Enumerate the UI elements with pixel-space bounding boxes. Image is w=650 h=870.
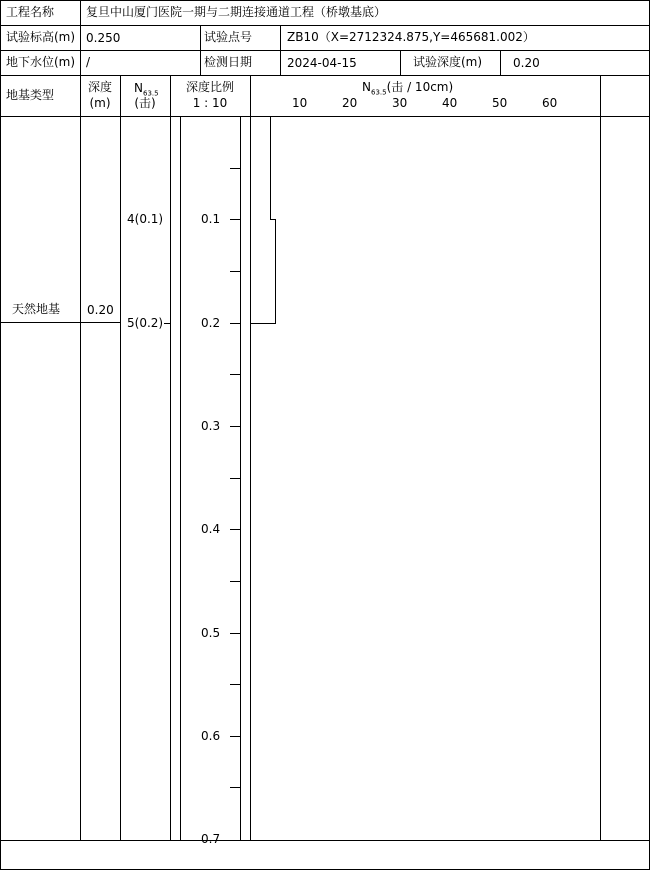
depth-tick-label: 0.6 — [201, 728, 221, 743]
plot-header: $N_{63.5}$(击 / 10cm) — [362, 80, 454, 97]
soil-type-header: 地基类型 — [6, 88, 55, 102]
layer-depth-value: 0.20 — [87, 303, 114, 317]
test-depth-value: 0.20 — [513, 56, 540, 70]
n-axis-tick-label: 40 — [442, 96, 458, 110]
n-axis-tick-label: 60 — [542, 96, 558, 110]
blow-count-row-1: 4(0.1) — [127, 212, 164, 227]
depth-header: 深度 — [87, 80, 112, 94]
date-label: 检测日期 — [204, 55, 253, 69]
elevation-label: 试验标高(m) — [6, 30, 76, 44]
scale-header: 深度比例 — [185, 80, 234, 94]
depth-tick-label: 0.5 — [201, 625, 221, 640]
test-depth-label: 试验深度(m) — [413, 55, 483, 69]
depth-tick-label: 0.3 — [201, 418, 221, 433]
n-axis-tick-label: 50 — [492, 96, 508, 110]
depth-tick-label: 0.1 — [201, 212, 221, 227]
depth-tick-label: 0.2 — [201, 315, 221, 330]
outer-border — [1, 1, 650, 870]
depth-tick-label: 0.4 — [201, 522, 221, 537]
n-axis-tick-label: 10 — [292, 96, 308, 110]
blow-count-header: $N_{63.5}$ — [134, 81, 159, 98]
soil-type-value: 天然地基 — [12, 302, 61, 316]
n-axis-tick-label: 20 — [342, 96, 358, 110]
depth-tick-label: 0.7 — [201, 832, 221, 847]
elevation-value: 0.250 — [86, 31, 121, 45]
point-value: ZB10（X=2712324.875,Y=465681.002） — [287, 30, 535, 44]
water-level-value: / — [86, 55, 91, 69]
penetration-curve — [250, 116, 276, 324]
date-value: 2024-04-15 — [287, 56, 357, 70]
water-level-label: 地下水位(m) — [6, 55, 76, 69]
project-label: 工程名称 — [6, 5, 55, 19]
depth-unit: (m) — [89, 96, 111, 110]
point-label: 试验点号 — [204, 30, 253, 44]
n-axis-tick-label: 30 — [392, 96, 408, 110]
blow-count-row-2: 5(0.2) — [127, 315, 164, 330]
project-name: 复旦中山厦门医院一期与二期连接通道工程（桥墩基底） — [86, 5, 387, 19]
scale-ratio: 1 : 10 — [192, 96, 228, 110]
blow-count-unit: (击) — [134, 96, 156, 110]
